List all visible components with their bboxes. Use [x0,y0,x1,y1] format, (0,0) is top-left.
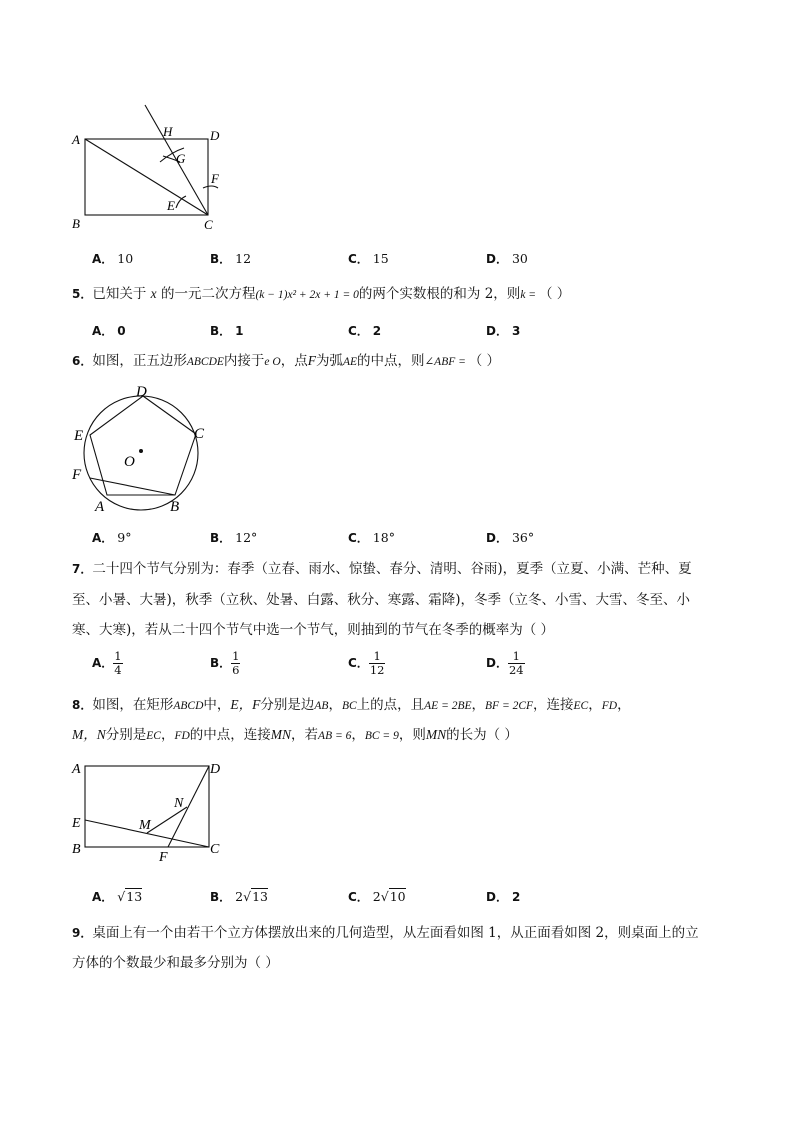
q8-line-1: 8．如图，在矩形ABCD中，E，F分别是边AB，BC上的点，且AE = 2BE，BF = 2CF，连接EC，FD， [72,697,631,713]
q6-label-b: B [170,499,180,515]
q9-line-1: 9．桌面上有一个由若干个立方体摆放出来的几何造型，从左面看如图 1，从正面看如图 2，则桌面上的立 [72,925,699,941]
q7-option-b[interactable]: B． $\frac{1}{6}$ [210,649,240,678]
q5-stem: 5．已知关于 x 的一元二次方程(k − 1)x² + 2x + 1 = 0的两个实数根的和为 2，则k = （ ） [72,286,571,302]
q7-line-3: 寒、大寒)，若从二十四个节气中选一个节气，则抽到的节气在冬季的概率为（ ） [72,622,555,638]
q4-option-c[interactable]: C． 15 [348,251,389,266]
q6-label-o: O [124,454,135,470]
q8-rectangle [85,766,209,847]
q4-label-g: G [176,151,186,166]
q8-label-m: M [139,818,151,833]
q4-diagonal-ac [85,139,208,215]
q6-label-e: E [74,428,84,444]
q8-label-n: N [174,796,184,811]
q6-option-d[interactable]: D． 36° [486,530,535,545]
q4-label-e: E [167,198,175,213]
q6-label-c: C [194,426,205,442]
q5-option-a[interactable]: A． 0 [92,324,126,338]
q5-option-c[interactable]: C． 2 [348,324,382,338]
q4-label-d: D [210,128,220,143]
q6-stem: 6．如图，正五边形ABCDE内接于e O，点F为弧AE的中点，则∠ABF = （ ） [72,353,501,369]
q6-option-b[interactable]: B． 12° [210,530,258,545]
q4-figure [60,100,240,235]
q4-arc-f [203,186,218,188]
q6-option-c[interactable]: C． 18° [348,530,395,545]
q8-label-c: C [210,842,220,857]
q6-center-point [139,449,143,453]
q5-option-b[interactable]: B． 1 [210,324,244,338]
q4-label-a: A [72,132,80,147]
q6-segment-fb [90,478,175,495]
q4-option-a[interactable]: A． 10 [92,251,134,266]
q6-option-a[interactable]: A． 9° [92,530,132,545]
q4-option-d[interactable]: D． 30 [486,251,528,266]
q4-label-f: F [211,171,219,186]
q6-label-f: F [72,467,82,483]
q7-line-2: 至、小暑、大暑)，秋季（立秋、处暑、白露、秋分、寒露、霜降)，冬季（立冬、小雪、大雪、冬至、小 [72,592,691,608]
q6-label-a: A [95,499,105,515]
q7-option-a[interactable]: A． $\frac{1}{4}$ [92,649,122,678]
q8-label-d: D [210,762,221,777]
q6-label-d: D [136,384,147,400]
q4-label-c: C [204,217,213,232]
q8-line-2: M，N分别是EC，FD的中点，连接MN，若AB = 6，BC = 9，则MN的长为（ ） [72,727,518,743]
q7-line-1: 7．二十四个节气分别为：春季（立春、雨水、惊蛰、春分、清明、谷雨)，夏季（立夏、小满、芒种、夏 [72,561,692,577]
q7-option-d[interactable]: D． $\frac{1}{24}$ [486,649,524,678]
q8-label-f: F [159,850,168,865]
q4-option-b[interactable]: B． 12 [210,251,252,266]
q4-label-h: H [163,124,173,139]
q8-option-b[interactable]: B． 2√13 [210,889,268,904]
q8-label-a: A [72,762,81,777]
q5-option-d[interactable]: D． 3 [486,324,521,338]
q7-option-c[interactable]: C． $\frac{1}{12}$ [348,649,385,678]
q6-figure [60,378,230,518]
q8-option-a[interactable]: A． √13 [92,889,143,904]
q9-line-2: 方体的个数最少和最多分别为（ ） [72,955,279,971]
q8-option-d[interactable]: D． 2 [486,890,521,904]
q8-label-e: E [72,816,81,831]
q8-label-b: B [72,842,81,857]
q8-option-c[interactable]: C． 2√10 [348,889,406,904]
q8-figure [60,752,235,867]
q4-label-b: B [72,216,80,231]
